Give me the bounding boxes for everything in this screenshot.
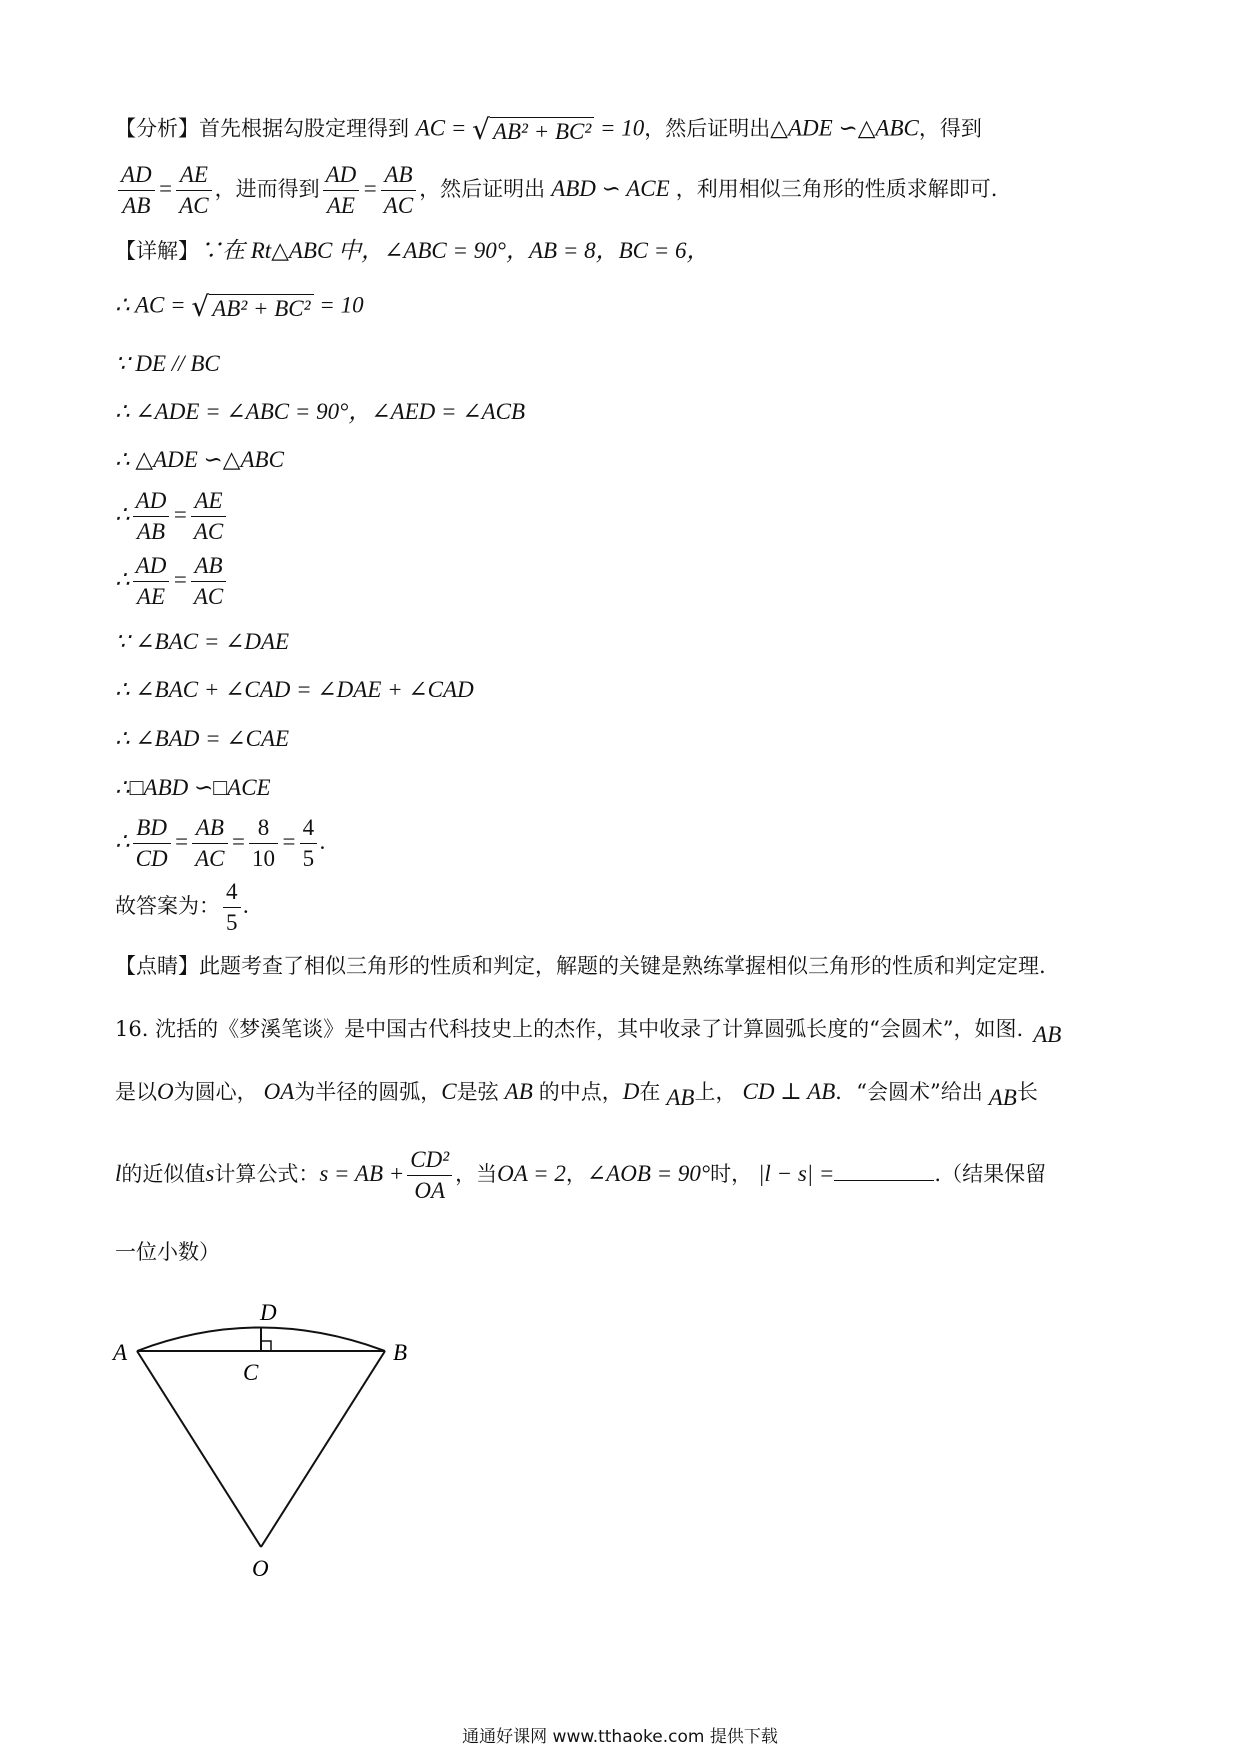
fraction xyxy=(223,877,241,938)
arc-ab: AB xyxy=(988,1085,1017,1110)
footer-text: 通通好课网 www.tthaoke.com 提供下载 xyxy=(462,1727,778,1747)
arc-ab: AB xyxy=(666,1085,695,1110)
fraction xyxy=(133,813,171,874)
detail-step-6: ∴ $\frac{AD}{AE}$ = $\frac{AB}{AC}$ xyxy=(115,551,229,612)
therefore-symbol: ∴ xyxy=(115,567,130,592)
answer-line xyxy=(115,877,249,938)
analysis-text-3: ，得到 xyxy=(918,116,982,141)
q16-text: 16. 沈括的《梦溪笔谈》是中国古代科技史上的杰作，其中收录了计算圆弧长度的“会圆术”，如图. xyxy=(115,1017,1024,1041)
fraction xyxy=(192,813,227,874)
analysis-text-4: ，进而得到 xyxy=(214,177,320,201)
numerator: AB xyxy=(191,551,226,582)
denominator: AB xyxy=(136,519,166,544)
fraction xyxy=(191,551,226,612)
analysis-formula-ac-a: AC = xyxy=(415,115,473,141)
analysis-text-6: ，利用相似三角形的性质求解即可. xyxy=(675,177,998,201)
math-expr: |l − s| = xyxy=(758,1161,835,1186)
math-expr: s = AB + xyxy=(319,1161,405,1186)
therefore-symbol: ∴ xyxy=(115,502,130,527)
denominator: AB xyxy=(122,193,151,218)
period: . xyxy=(243,893,250,918)
q16-text: 长 xyxy=(1016,1080,1038,1104)
detail-step-3: ∴ ∠ADE = ∠ABC = 90°，∠AED = ∠ACB xyxy=(115,399,526,424)
fraction xyxy=(133,551,170,612)
answer-label: 故答案为： xyxy=(115,894,220,918)
therefore-symbol: ∴ xyxy=(115,829,130,854)
detail-step-4: ∴ △ADE ∽△ABC xyxy=(115,447,284,472)
q16-text: 为圆心， xyxy=(173,1080,258,1104)
q16-text: ，当 xyxy=(455,1162,498,1186)
analysis-line-1 xyxy=(115,113,982,146)
numerator: 4 xyxy=(300,813,318,844)
numerator: AD xyxy=(118,160,155,191)
label-a: A xyxy=(113,1340,128,1365)
fraction xyxy=(176,160,211,221)
math-var: l xyxy=(115,1161,122,1186)
q16-line-4: 一位小数） xyxy=(115,1240,220,1264)
analysis-text-2: ，然后证明出 xyxy=(644,116,771,141)
denominator: AC xyxy=(193,519,224,544)
fraction xyxy=(118,160,155,221)
math-expr: OA = 2 xyxy=(497,1161,566,1186)
q16-text: 的中点， xyxy=(538,1080,623,1104)
analysis-text-5: ，然后证明出 xyxy=(419,177,546,201)
detail-line-1 xyxy=(115,239,710,262)
sqrt-expression: √ AB² + BC² xyxy=(191,293,313,321)
math-expr: ∠AOB = 90° xyxy=(586,1161,711,1186)
numerator: AB xyxy=(192,813,227,844)
q16-line-3 xyxy=(115,1145,1046,1206)
q16-text: 时， xyxy=(710,1162,753,1186)
detail-step-1 xyxy=(115,290,364,323)
numerator: AD xyxy=(133,486,170,517)
analysis-tag: 【分析】 xyxy=(115,116,199,141)
right-angle-mark xyxy=(261,1341,271,1351)
numerator: BD xyxy=(133,813,171,844)
q16-text: ．“会圆术”给出 xyxy=(835,1080,983,1104)
q16-text: 为半径的圆弧， xyxy=(294,1080,442,1104)
analysis-similar-1: △ADE ∽△ABC xyxy=(770,115,919,141)
numerator: 4 xyxy=(223,877,241,908)
denominator: AC xyxy=(195,846,225,871)
q16-text: 计算公式： xyxy=(214,1162,320,1186)
answer-blank xyxy=(834,1158,934,1181)
detail-step-5: ∴ $\frac{AD}{AB}$ = $\frac{AE}{AC}$ xyxy=(115,486,229,547)
label-c: C xyxy=(243,1360,259,1385)
fraction xyxy=(381,160,416,221)
math-var: s xyxy=(205,1161,215,1186)
q16-text: 上， xyxy=(694,1080,737,1104)
q16-text: 是弦 xyxy=(456,1080,499,1104)
detail-step-2: ∵ DE // BC xyxy=(115,351,220,376)
sqrt-body: AB² + BC² xyxy=(490,117,594,144)
fraction xyxy=(407,1145,452,1206)
analysis-line-2: $\frac{AD}{AB}$ = $\frac{AE}{AC}$ ，进而得到 $\frac{AD}{AE}$ = $\frac{AB}{AC}$ ，然后证明出 ABD ∽ ACE ，利用相似三角形的性质求解即可. xyxy=(115,160,997,221)
analysis-similar-2: ABD ∽ ACE xyxy=(551,176,670,201)
denominator: AE xyxy=(326,193,355,218)
detail-step-11: ∴ $\frac{BD}{CD}$ = $\frac{AB}{AC}$ = $\frac{8}{10}$ = $\frac{4}{5}$ . xyxy=(115,813,326,874)
q16-line-2 xyxy=(115,1079,1038,1110)
q16-text: ， xyxy=(565,1162,587,1186)
denominator: 10 xyxy=(252,846,276,871)
arc-ab: AB xyxy=(1033,1022,1062,1047)
detail-step-9: ∴ ∠BAD = ∠CAE xyxy=(115,726,290,751)
label-d: D xyxy=(260,1300,277,1325)
denominator: OA xyxy=(414,1178,446,1203)
q16-line-1 xyxy=(115,1017,1062,1047)
q16-text: .（结果保留 xyxy=(934,1162,1047,1186)
detail-given: ∵在 Rt△ABC 中，∠ABC = 90°，AB = 8，BC = 6， xyxy=(199,238,710,263)
denominator: AC xyxy=(179,193,209,218)
sqrt-body: AB² + BC² xyxy=(209,294,313,321)
label-b: B xyxy=(393,1340,408,1365)
math-var: O xyxy=(157,1079,174,1104)
numerator: AD xyxy=(323,160,360,191)
numerator: 8 xyxy=(249,813,278,844)
comment-line xyxy=(115,956,1046,977)
numerator: AE xyxy=(191,486,226,517)
detail-step-10: ∴□ABD ∽□ACE xyxy=(115,775,271,800)
label-o: O xyxy=(252,1556,269,1580)
q16-text: 的近似值 xyxy=(121,1162,206,1186)
numerator: AB xyxy=(381,160,416,191)
detail-step-7: ∵ ∠BAC = ∠DAE xyxy=(115,629,290,654)
comment-text: 此题考查了相似三角形的性质和判定，解题的关键是熟练掌握相似三角形的性质和判定定理. xyxy=(199,954,1046,978)
numerator: AD xyxy=(133,551,170,582)
math-var: D xyxy=(622,1079,640,1104)
denominator: AC xyxy=(193,584,224,609)
comment-tag: 【点睛】 xyxy=(115,954,199,978)
detail-tag: 【详解】 xyxy=(115,239,199,263)
radius-ob xyxy=(261,1351,385,1547)
sqrt-expression: √ AB² + BC² xyxy=(472,116,594,144)
math-var: OA xyxy=(263,1079,295,1104)
fraction xyxy=(191,486,226,547)
analysis-formula-ac-c: = 10 xyxy=(594,115,645,141)
q16-text: 在 xyxy=(639,1080,661,1104)
denominator: CD xyxy=(135,846,168,871)
step-text: ∴ AC = xyxy=(115,292,192,318)
denominator: AC xyxy=(383,193,414,218)
sector-figure xyxy=(100,1280,460,1580)
fraction xyxy=(133,486,170,547)
numerator: CD² xyxy=(407,1145,452,1176)
fraction xyxy=(323,160,360,221)
math-var: AB xyxy=(504,1079,533,1104)
denominator: 5 xyxy=(226,910,238,935)
step-text: = 10 xyxy=(313,292,364,318)
math-expr: CD ⊥ AB xyxy=(742,1079,836,1104)
analysis-text-1: 首先根据勾股定理得到 xyxy=(199,116,409,141)
fraction xyxy=(249,813,278,874)
q16-text: 是以 xyxy=(115,1080,157,1104)
math-var: C xyxy=(441,1079,457,1104)
numerator: AE xyxy=(176,160,211,191)
detail-step-8: ∴ ∠BAC + ∠CAD = ∠DAE + ∠CAD xyxy=(115,677,474,702)
fraction xyxy=(300,813,318,874)
denominator: 5 xyxy=(302,846,315,871)
denominator: AE xyxy=(136,584,166,609)
period: . xyxy=(320,829,326,854)
